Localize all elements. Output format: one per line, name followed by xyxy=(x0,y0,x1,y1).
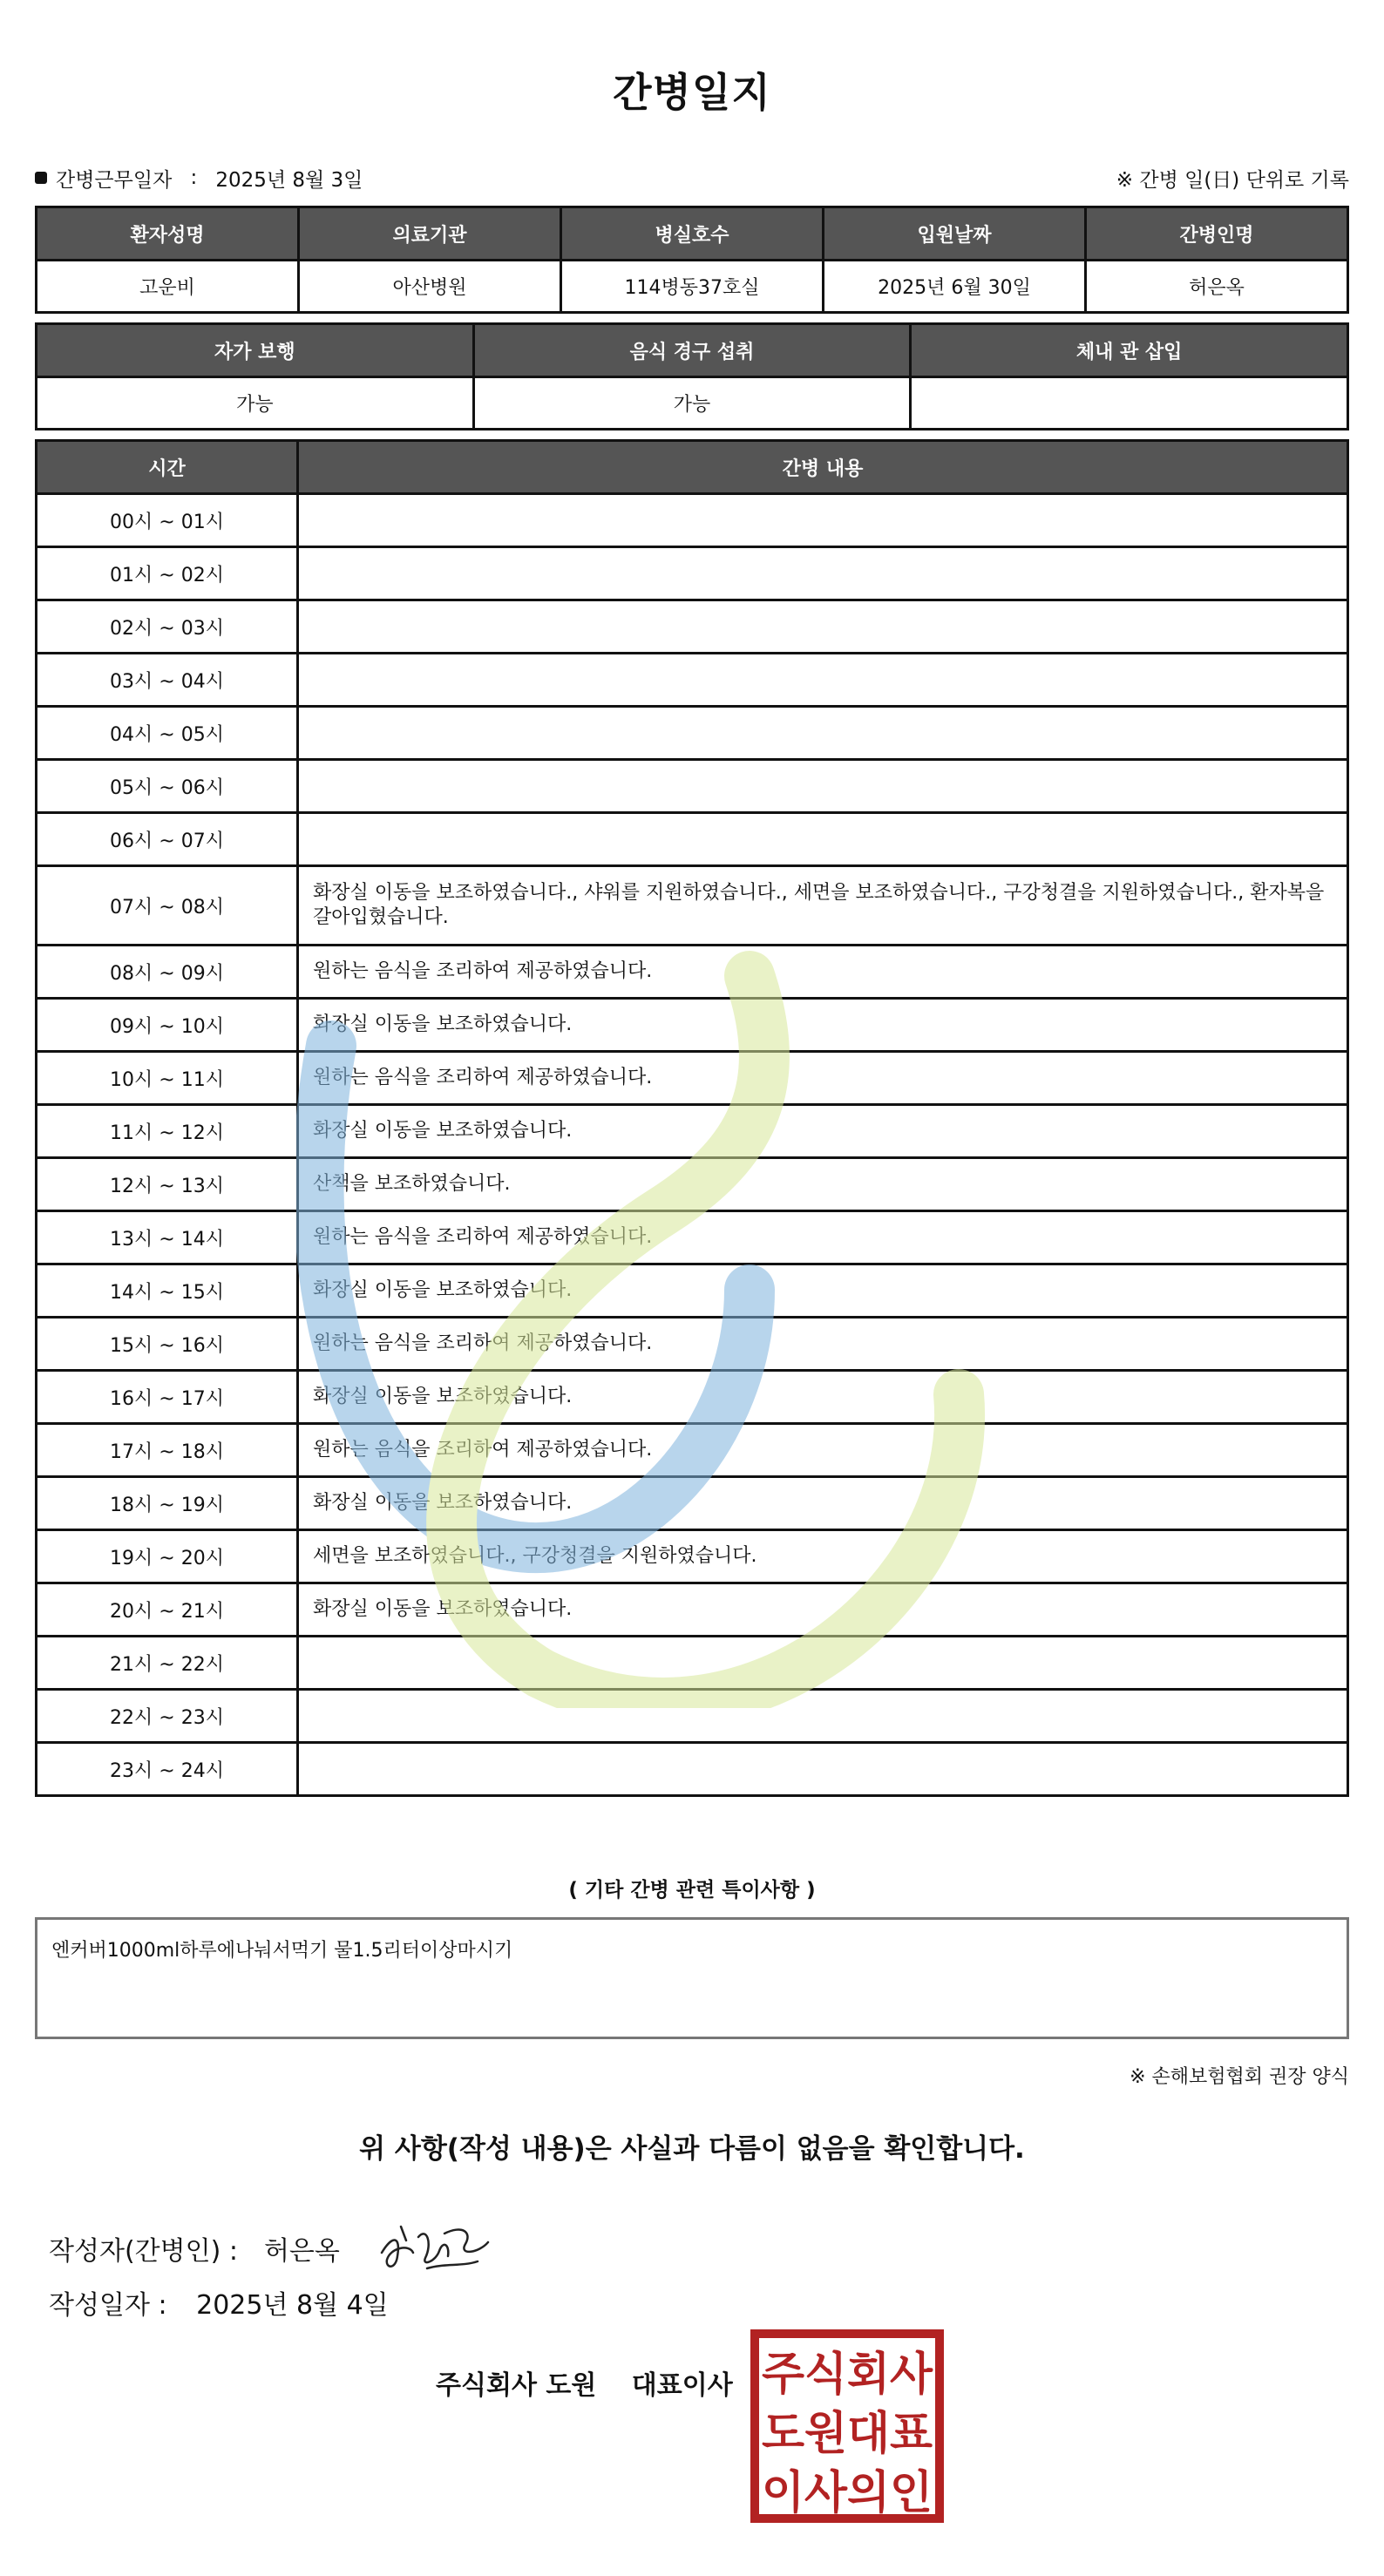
care-log-row xyxy=(37,1637,1348,1690)
care-log-content xyxy=(298,494,1348,547)
care-log-header-row xyxy=(37,441,1348,494)
duty-label: 간병근무일자 xyxy=(56,168,173,192)
care-log-time: 03시 ~ 04시 xyxy=(37,654,298,707)
care-log-time: 21시 ~ 22시 xyxy=(37,1637,298,1690)
care-log-time: 11시 ~ 12시 xyxy=(37,1105,298,1158)
care-log-time: 00시 ~ 01시 xyxy=(37,494,298,547)
care-log-time: 23시 ~ 24시 xyxy=(37,1743,298,1796)
care-log-row xyxy=(37,1690,1348,1743)
care-log-content xyxy=(298,654,1348,707)
care-log-row xyxy=(37,1743,1348,1796)
care-log-body xyxy=(37,494,1348,1796)
patient-name: 고운비 xyxy=(37,261,299,313)
page-title: 간병일지 xyxy=(613,69,771,116)
header-self-walking: 자가 보행 xyxy=(37,324,474,377)
patient-status-header-row xyxy=(37,324,1348,377)
company-representative: 대표이사 xyxy=(631,2370,733,2401)
care-log-row xyxy=(37,600,1348,654)
admission-date: 2025년 6월 30일 xyxy=(824,261,1086,313)
confirm-statement: 위 사항(작성 내용)은 사실과 다름이 없음을 확인합니다. xyxy=(359,2133,1025,2165)
care-log-time: 10시 ~ 11시 xyxy=(37,1052,298,1105)
care-log-content: 화장실 이동을 보조하였습니다. xyxy=(298,1264,1348,1318)
written-date-value: 2025년 8월 4일 xyxy=(196,2290,389,2321)
care-log-row xyxy=(37,654,1348,707)
care-log-time: 08시 ~ 09시 xyxy=(37,946,298,999)
care-log-content: 원하는 음식을 조리하여 제공하였습니다. xyxy=(298,1211,1348,1264)
care-log-content xyxy=(298,813,1348,866)
header-caregiver: 간병인명 xyxy=(1086,207,1348,261)
care-log-time: 09시 ~ 10시 xyxy=(37,999,298,1052)
notes-box xyxy=(35,1917,1349,2039)
care-log-row xyxy=(37,760,1348,813)
tube-insertion-value xyxy=(911,377,1348,430)
care-log-content: 원하는 음식을 조리하여 제공하였습니다. xyxy=(298,946,1348,999)
care-log-row xyxy=(37,866,1348,946)
care-log-content: 산책을 보조하였습니다. xyxy=(298,1158,1348,1211)
duty-info xyxy=(35,164,363,193)
care-log-time: 13시 ~ 14시 xyxy=(37,1211,298,1264)
care-log-row xyxy=(37,707,1348,760)
company-line xyxy=(436,2363,733,2402)
signature-icon xyxy=(375,2218,497,2279)
care-log-content: 화장실 이동을 보조하였습니다. xyxy=(298,999,1348,1052)
seal-text-line: 주식회사 xyxy=(762,2349,933,2401)
care-log-content: 원하는 음식을 조리하여 제공하였습니다. xyxy=(298,1318,1348,1371)
header-admission-date: 입원날짜 xyxy=(824,207,1086,261)
patient-status-value-row xyxy=(37,377,1348,430)
care-log-row xyxy=(37,1264,1348,1318)
care-log-time: 12시 ~ 13시 xyxy=(37,1158,298,1211)
unit-note: ※ 간병 일(日) 단위로 기록 xyxy=(1116,168,1349,192)
care-log-time: 04시 ~ 05시 xyxy=(37,707,298,760)
care-log-content xyxy=(298,600,1348,654)
header-patient-name: 환자성명 xyxy=(37,207,299,261)
writer-line xyxy=(49,2218,497,2279)
written-date-line xyxy=(49,2283,389,2322)
caregiver-name: 허은옥 xyxy=(1086,261,1348,313)
self-walking-value: 가능 xyxy=(37,377,474,430)
bullet-icon xyxy=(35,172,47,184)
seal-text-line: 이사의인 xyxy=(762,2467,933,2519)
header-tube-insertion: 체내 관 삽입 xyxy=(911,324,1348,377)
care-log-content xyxy=(298,760,1348,813)
care-log-content xyxy=(298,1637,1348,1690)
patient-info-header-row xyxy=(37,207,1348,261)
header-time: 시간 xyxy=(37,441,298,494)
header-oral-intake: 음식 경구 섭취 xyxy=(473,324,911,377)
patient-info-table xyxy=(35,206,1349,314)
care-log-row xyxy=(37,494,1348,547)
care-log-content: 화장실 이동을 보조하였습니다. xyxy=(298,1371,1348,1424)
notes-text: 엔커버1000ml하루에나눠서먹기 물1.5리터이상마시기 xyxy=(51,1940,513,1962)
care-log-time: 20시 ~ 21시 xyxy=(37,1583,298,1637)
care-log-content xyxy=(298,1690,1348,1743)
care-log-content: 원하는 음식을 조리하여 제공하였습니다. xyxy=(298,1052,1348,1105)
care-log-time: 19시 ~ 20시 xyxy=(37,1530,298,1583)
care-log-time: 22시 ~ 23시 xyxy=(37,1690,298,1743)
care-log-time: 16시 ~ 17시 xyxy=(37,1371,298,1424)
care-log-content: 세면을 보조하였습니다., 구강청결을 지원하였습니다. xyxy=(298,1530,1348,1583)
care-log-row xyxy=(37,1158,1348,1211)
care-log-content: 원하는 음식을 조리하여 제공하였습니다. xyxy=(298,1424,1348,1477)
meta-row xyxy=(35,162,1349,193)
care-log-time: 14시 ~ 15시 xyxy=(37,1264,298,1318)
care-log-time: 05시 ~ 06시 xyxy=(37,760,298,813)
seal-text-line: 도원대표 xyxy=(762,2408,933,2460)
hospital-name: 아산병원 xyxy=(299,261,561,313)
care-log-row xyxy=(37,1318,1348,1371)
care-log-content xyxy=(298,1743,1348,1796)
care-log-row xyxy=(37,1477,1348,1530)
care-log-time: 07시 ~ 08시 xyxy=(37,866,298,946)
care-log-time: 06시 ~ 07시 xyxy=(37,813,298,866)
care-log-row xyxy=(37,999,1348,1052)
writer-name: 허은옥 xyxy=(263,2236,340,2267)
company-name: 주식회사 도원 xyxy=(436,2370,597,2401)
notes-title: ( 기타 간병 관련 특이사항 ) xyxy=(568,1879,816,1901)
care-log-row xyxy=(37,813,1348,866)
care-log-row xyxy=(37,1371,1348,1424)
header-room: 병실호수 xyxy=(561,207,824,261)
header-care-content: 간병 내용 xyxy=(298,441,1348,494)
recommendation-note: ※ 손해보험협회 권장 양식 xyxy=(1130,2066,1349,2088)
duty-date: 2025년 8월 3일 xyxy=(215,168,363,192)
care-log-time: 02시 ~ 03시 xyxy=(37,600,298,654)
oral-intake-value: 가능 xyxy=(473,377,911,430)
care-log-row xyxy=(37,1105,1348,1158)
written-date-label: 작성일자 : xyxy=(49,2290,167,2321)
care-log-row xyxy=(37,1424,1348,1477)
care-log-content: 화장실 이동을 보조하였습니다. xyxy=(298,1583,1348,1637)
care-log-row xyxy=(37,946,1348,999)
care-log-content: 화장실 이동을 보조하였습니다., 샤워를 지원하였습니다., 세면을 보조하였습니다., 구강청결을 지원하였습니다., 환자복을 갈아입혔습니다. xyxy=(298,866,1348,946)
care-log-content xyxy=(298,547,1348,600)
patient-info-value-row xyxy=(37,261,1348,313)
company-seal-icon xyxy=(750,2329,945,2524)
care-log-time: 17시 ~ 18시 xyxy=(37,1424,298,1477)
care-log-time: 15시 ~ 16시 xyxy=(37,1318,298,1371)
care-log-row xyxy=(37,547,1348,600)
care-log-content xyxy=(298,707,1348,760)
care-log-table xyxy=(35,439,1349,1797)
care-log-row xyxy=(37,1530,1348,1583)
care-log-content: 화장실 이동을 보조하였습니다. xyxy=(298,1477,1348,1530)
care-log-row xyxy=(37,1583,1348,1637)
care-log-content: 화장실 이동을 보조하였습니다. xyxy=(298,1105,1348,1158)
writer-label: 작성자(간병인) : xyxy=(49,2236,238,2267)
duty-separator: : xyxy=(190,166,198,189)
care-log-row xyxy=(37,1211,1348,1264)
care-log-time: 01시 ~ 02시 xyxy=(37,547,298,600)
room-number: 114병동37호실 xyxy=(561,261,824,313)
header-hospital: 의료기관 xyxy=(299,207,561,261)
care-log-row xyxy=(37,1052,1348,1105)
patient-status-table xyxy=(35,322,1349,430)
care-log-time: 18시 ~ 19시 xyxy=(37,1477,298,1530)
